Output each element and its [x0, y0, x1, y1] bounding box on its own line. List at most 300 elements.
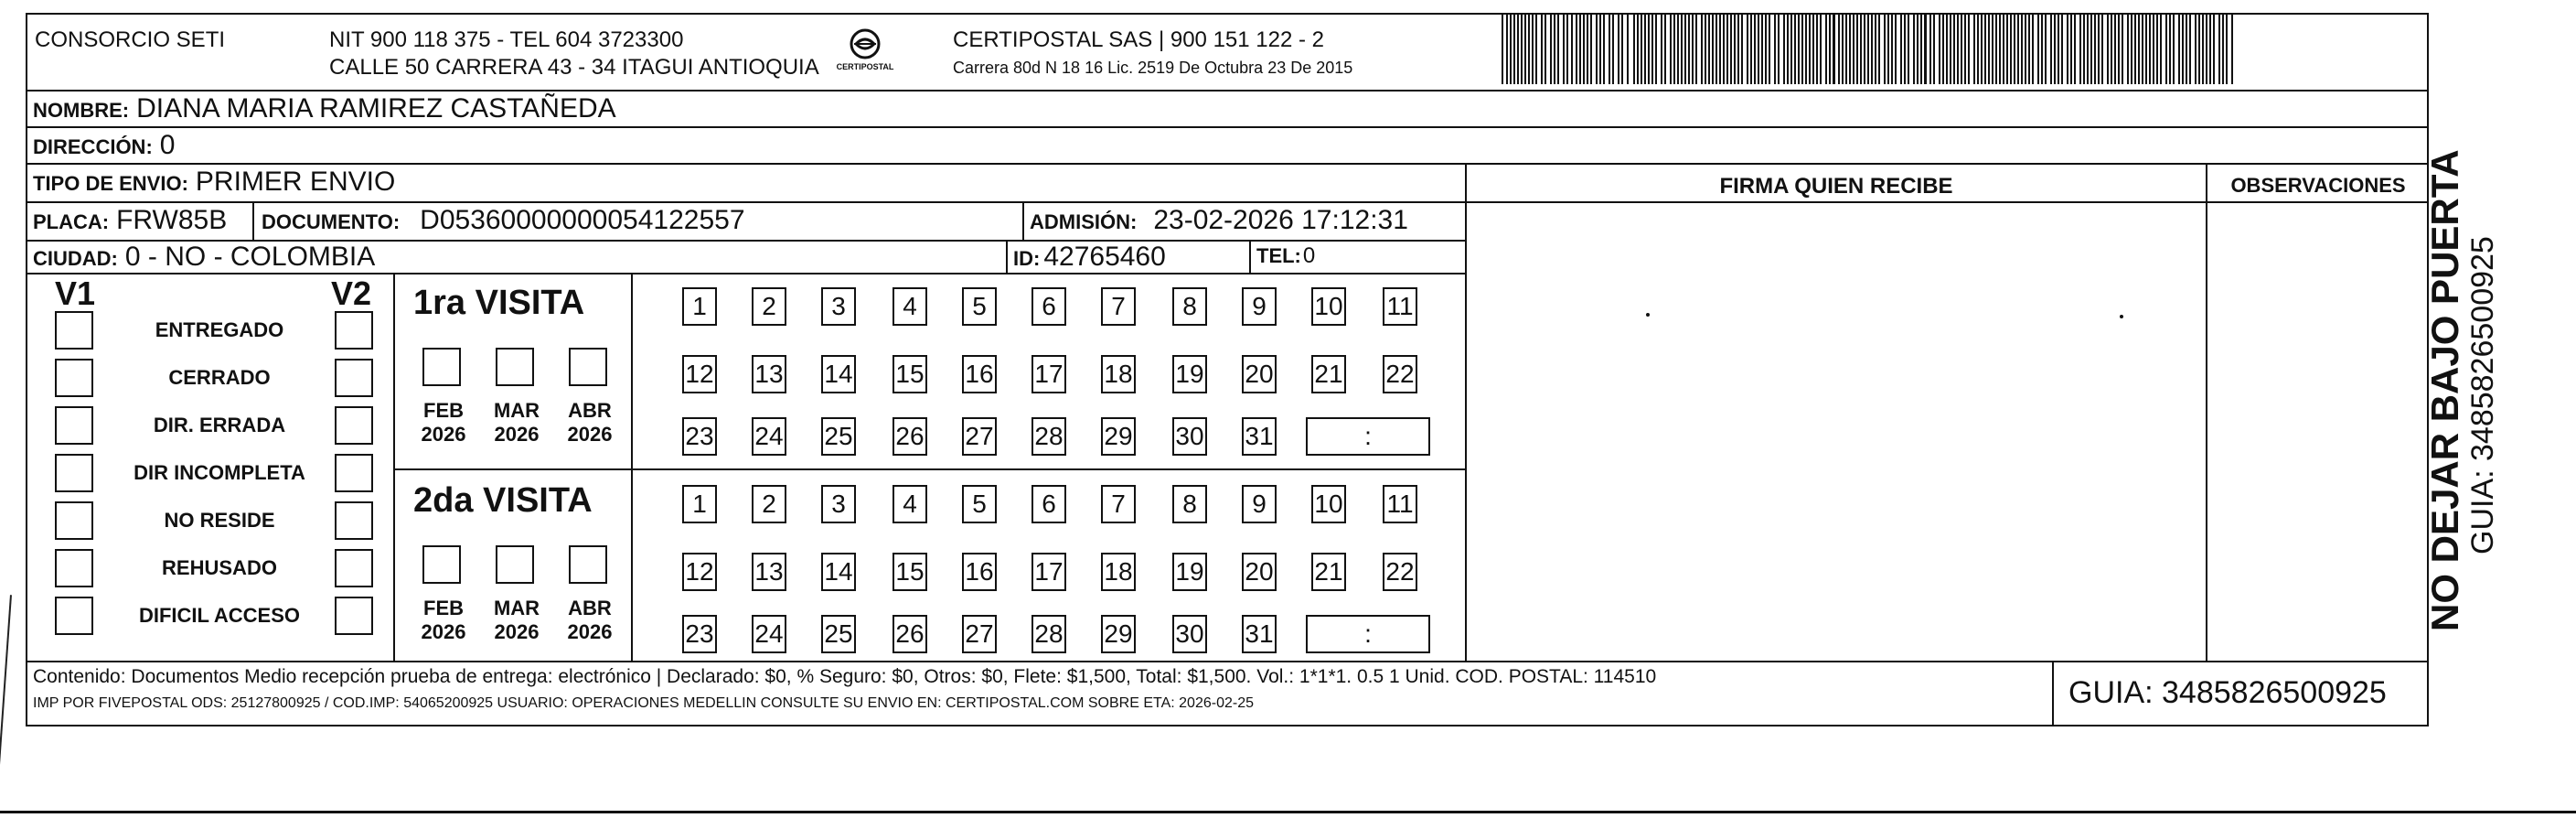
day-box[interactable]: 27: [962, 615, 997, 653]
nit-line: NIT 900 118 375 - TEL 604 3723300: [329, 27, 684, 52]
barcode-bar: [1891, 15, 1893, 84]
barcode-bar: [1621, 15, 1623, 84]
barcode-bar: [1820, 15, 1822, 84]
ciudad-label: CIUDAD:: [33, 247, 118, 270]
time-box[interactable]: :: [1306, 417, 1430, 456]
barcode-bar: [1563, 15, 1565, 84]
barcode-bar: [1587, 15, 1588, 84]
year-label: 2026: [494, 620, 540, 643]
barcode-bar: [1609, 15, 1610, 84]
barcode-bar: [1701, 15, 1703, 84]
barcode-bar: [1950, 15, 1951, 84]
scan-bottom-line: [0, 811, 2576, 813]
barcode-bar: [1590, 15, 1592, 84]
barcode-bar: [1913, 15, 1915, 84]
day-box[interactable]: 28: [1031, 615, 1066, 653]
barcode-bar: [1737, 15, 1739, 84]
year-label: 2026: [421, 423, 466, 446]
year-label: 2026: [567, 620, 613, 643]
barcode-bar: [1502, 15, 1503, 84]
day-box[interactable]: 10: [1311, 287, 1346, 326]
day-box[interactable]: 12: [682, 355, 717, 393]
day-box[interactable]: 9: [1242, 287, 1277, 326]
month-checkbox[interactable]: [496, 348, 534, 386]
barcode-bar: [1603, 15, 1605, 84]
carrier-line: CERTIPOSTAL SAS | 900 151 122 - 2: [953, 27, 1324, 52]
barcode-bar: [2118, 15, 2120, 84]
day-box[interactable]: 2: [752, 485, 786, 523]
address-line: CALLE 50 CARRERA 43 - 34 ITAGUI ANTIOQUIA: [329, 55, 819, 80]
barcode-bar: [1661, 15, 1662, 84]
reason-label: REHUSADO: [162, 556, 277, 579]
barcode-bar: [2153, 15, 2154, 84]
barcode-bar: [1644, 15, 1646, 84]
carrier-logo: [832, 27, 898, 79]
reason-label: DIR INCOMPLETA: [134, 461, 305, 484]
barcode-bar: [1734, 15, 1736, 84]
day-box[interactable]: 4: [893, 287, 927, 326]
barcode-bar: [1801, 15, 1803, 84]
day-box[interactable]: 23: [682, 615, 717, 653]
barcode-bar: [1895, 15, 1897, 84]
day-box[interactable]: 30: [1172, 417, 1207, 456]
barcode-bar: [1920, 15, 1922, 84]
barcode-bar: [2021, 15, 2023, 84]
day-box[interactable]: 29: [1101, 417, 1136, 456]
id-cell: [1013, 242, 1166, 273]
visit-title: 1ra VISITA: [413, 284, 585, 322]
barcode-bar: [1583, 15, 1585, 84]
admision-value: 23-02-2026 17:12:31: [1153, 205, 1408, 235]
day-box[interactable]: 16: [962, 355, 997, 393]
barcode-bar: [1783, 15, 1785, 84]
direccion-label: DIRECCIÓN:: [33, 135, 153, 158]
reason-label: ENTREGADO: [155, 318, 284, 341]
barcode-bar: [1673, 15, 1675, 84]
barcode-bar: [1908, 15, 1909, 84]
barcode-bar: [1845, 15, 1847, 84]
day-box[interactable]: 24: [752, 417, 786, 456]
barcode-bar: [1510, 15, 1512, 84]
day-box[interactable]: 7: [1101, 485, 1136, 523]
barcode-bar: [1684, 15, 1686, 84]
day-box[interactable]: 15: [893, 355, 927, 393]
barcode-bar: [2006, 15, 2008, 84]
barcode-bar: [1692, 15, 1694, 84]
barcode-bar: [1677, 15, 1679, 84]
barcode-bar: [1816, 15, 1818, 84]
day-box[interactable]: 30: [1172, 615, 1207, 653]
barcode-bar: [1730, 15, 1732, 84]
barcode-bar: [1825, 15, 1827, 84]
barcode-bar: [2087, 15, 2089, 84]
barcode-bar: [1513, 15, 1515, 84]
id-value: 42765460: [1043, 242, 1166, 272]
day-box[interactable]: 1: [682, 485, 717, 523]
barcode-bar: [1977, 15, 1979, 84]
barcode-bar: [2156, 15, 2158, 84]
barcode-bar: [1900, 15, 1902, 84]
ciudad-cell: [33, 242, 375, 273]
barcode-bar: [1765, 15, 1767, 84]
v2-checkbox[interactable]: [335, 359, 373, 397]
day-box[interactable]: 25: [821, 417, 856, 456]
v2-label: V2: [331, 274, 372, 312]
barcode-bar: [2045, 15, 2047, 84]
barcode-bar: [2195, 15, 2197, 84]
barcode-bar: [2090, 15, 2092, 84]
divider: [2052, 661, 2054, 727]
barcode-bar: [2149, 15, 2151, 84]
barcode-bar: [1545, 15, 1546, 84]
barcode-bar: [1688, 15, 1690, 84]
visit-title: 2da VISITA: [413, 481, 593, 520]
signature-area[interactable]: [1467, 203, 2206, 662]
barcode-bar: [1723, 15, 1725, 84]
v2-checkbox[interactable]: [335, 597, 373, 635]
day-box[interactable]: 13: [752, 355, 786, 393]
barcode-bar: [1705, 15, 1706, 84]
barcode-bar: [2173, 15, 2175, 84]
day-box[interactable]: 17: [1031, 553, 1066, 591]
barcode-bar: [2032, 15, 2034, 84]
month-label: MAR: [493, 399, 540, 422]
barcode-bar: [2160, 15, 2162, 84]
barcode-bar: [1719, 15, 1721, 84]
month-label: FEB: [423, 597, 464, 619]
day-box[interactable]: 11: [1383, 485, 1417, 523]
barcode-bar: [2083, 15, 2085, 84]
day-box[interactable]: 31: [1242, 417, 1277, 456]
day-box[interactable]: 6: [1031, 485, 1066, 523]
v2-checkbox[interactable]: [335, 311, 373, 350]
barcode-bar: [1758, 15, 1759, 84]
month-label: FEB: [423, 399, 464, 422]
day-box[interactable]: 29: [1101, 615, 1136, 653]
day-box[interactable]: 4: [893, 485, 927, 523]
day-box[interactable]: 19: [1172, 355, 1207, 393]
day-box[interactable]: 16: [962, 553, 997, 591]
barcode-bar: [1849, 15, 1851, 84]
barcode-bar: [2114, 15, 2116, 84]
firma-label: FIRMA QUIEN RECIBE: [1719, 174, 1953, 199]
v2-checkbox[interactable]: [335, 454, 373, 492]
day-box[interactable]: 15: [893, 553, 927, 591]
day-box[interactable]: 14: [821, 355, 856, 393]
barcode-bar: [1805, 15, 1807, 84]
barcode-bar: [2111, 15, 2112, 84]
barcode-bar: [2127, 15, 2129, 84]
barcode-bar: [1917, 15, 1919, 84]
barcode-bar: [1984, 15, 1986, 84]
barcode-bar: [1995, 15, 1997, 84]
day-box[interactable]: 8: [1172, 287, 1207, 326]
barcode-bar: [2094, 15, 2096, 84]
barcode-bar: [1754, 15, 1756, 84]
barcode-bar: [1571, 15, 1573, 84]
barcode-bar: [1576, 15, 1577, 84]
reason-label: DIFICIL ACCESO: [138, 604, 300, 627]
barcode-bar: [1517, 15, 1519, 84]
divider: [393, 468, 1465, 470]
barcode-bar: [2079, 15, 2081, 84]
barcode-bar: [1750, 15, 1752, 84]
divider: [26, 661, 2429, 662]
day-box[interactable]: 26: [893, 615, 927, 653]
tel-value: 0: [1302, 243, 1316, 268]
barcode-bar: [1953, 15, 1955, 84]
day-box[interactable]: 5: [962, 287, 997, 326]
documento-value: D05360000000054122557: [420, 205, 745, 235]
barcode-bar: [1864, 15, 1865, 84]
barcode-bar: [2098, 15, 2100, 84]
day-box[interactable]: 24: [752, 615, 786, 653]
barcode-bar: [2182, 15, 2184, 84]
barcode-bar: [2003, 15, 2004, 84]
v1-checkbox[interactable]: [55, 406, 93, 445]
barcode-bar: [1992, 15, 1993, 84]
barcode-bar: [1968, 15, 1970, 84]
barcode-bar: [1716, 15, 1717, 84]
barcode-bar: [2041, 15, 2043, 84]
tipo-label: TIPO DE ENVIO:: [33, 172, 188, 195]
day-box[interactable]: 27: [962, 417, 997, 456]
barcode-bar: [1670, 15, 1672, 84]
barcode-bar: [2209, 15, 2211, 84]
admision-label: ADMISIÓN:: [1030, 210, 1138, 233]
time-box[interactable]: :: [1306, 615, 1430, 653]
day-box[interactable]: 3: [821, 287, 856, 326]
barcode-bar: [1867, 15, 1869, 84]
barcode-bar: [1612, 15, 1614, 84]
v1-checkbox[interactable]: [55, 311, 93, 350]
barcode-bar: [1633, 15, 1635, 84]
barcode-bar: [2025, 15, 2026, 84]
barcode-bar: [2222, 15, 2224, 84]
barcode-bar: [2074, 15, 2076, 84]
barcode-bar: [1648, 15, 1650, 84]
placa-label: PLACA:: [33, 210, 110, 233]
day-box[interactable]: 13: [752, 553, 786, 591]
barcode-bar: [1809, 15, 1811, 84]
day-box[interactable]: 20: [1242, 553, 1277, 591]
barcode-bar: [2202, 15, 2204, 84]
barcode-bar: [2169, 15, 2171, 84]
v1-checkbox[interactable]: [55, 454, 93, 492]
day-box[interactable]: 21: [1311, 355, 1346, 393]
divider: [1022, 201, 1024, 240]
divider: [1249, 240, 1251, 274]
barcode-bar: [1712, 15, 1714, 84]
barcode-bar: [1988, 15, 1990, 84]
month-label: ABR: [568, 399, 612, 422]
footer-line1: Contenido: Documentos Medio recepción prueba de entrega: electrónico | Declarado: $0, % Seguro: $0, Otros: $0, Flete: $1,500, Total: $1,500. Vol.: 1*1*1. 0.5 1 Unid. COD. POSTAL: 114510: [33, 666, 1657, 687]
day-box[interactable]: 20: [1242, 355, 1277, 393]
barcode-bar: [1532, 15, 1534, 84]
barcode-bar: [2213, 15, 2215, 84]
barcode-bar: [1596, 15, 1598, 84]
divider: [393, 273, 395, 662]
year-label: 2026: [494, 423, 540, 446]
barcode-bar: [1521, 15, 1523, 84]
reason-label: DIR. ERRADA: [153, 414, 286, 436]
barcode-bar: [2101, 15, 2103, 84]
barcode-bar: [2231, 15, 2233, 84]
divider: [631, 273, 633, 662]
v1-checkbox[interactable]: [55, 501, 93, 540]
barcode-bar: [1550, 15, 1552, 84]
barcode-bar: [2010, 15, 2012, 84]
year-label: 2026: [567, 423, 613, 446]
barcode-bar: [2218, 15, 2220, 84]
observaciones-label: OBSERVACIONES: [2230, 174, 2406, 197]
barcode-bar: [1774, 15, 1776, 84]
barcode-bar: [1842, 15, 1844, 84]
day-box[interactable]: 14: [821, 553, 856, 591]
barcode-bar: [1541, 15, 1543, 84]
nombre-value: DIANA MARIA RAMIREZ CASTAÑEDA: [136, 93, 616, 124]
v1-checkbox[interactable]: [55, 597, 93, 635]
tel-label: TEL:: [1256, 244, 1301, 267]
v2-checkbox[interactable]: [335, 501, 373, 540]
month-checkbox[interactable]: [569, 348, 607, 386]
barcode-bar: [1860, 15, 1862, 84]
barcode-bar: [2131, 15, 2132, 84]
barcode-bar: [1887, 15, 1889, 84]
barcode-bar: [1929, 15, 1931, 84]
barcode-bar: [2165, 15, 2167, 84]
day-box[interactable]: 3: [821, 485, 856, 523]
scan-edge-line: [0, 595, 12, 778]
day-box[interactable]: 6: [1031, 287, 1066, 326]
day-box[interactable]: 2: [752, 287, 786, 326]
barcode-bar: [2138, 15, 2140, 84]
barcode-bar: [2037, 15, 2039, 84]
barcode-bar: [1535, 15, 1537, 84]
nombre-row: [33, 93, 616, 126]
side-guia: GUIA: 3485826500925: [2465, 236, 2500, 554]
month-label: ABR: [568, 597, 612, 619]
barcode-bar: [2014, 15, 2015, 84]
barcode-bar: [1651, 15, 1653, 84]
barcode-bar: [2186, 15, 2187, 84]
barcode-bar: [1829, 15, 1831, 84]
day-box[interactable]: 31: [1242, 615, 1277, 653]
day-box[interactable]: 22: [1383, 355, 1417, 393]
barcode-bar: [1528, 15, 1530, 84]
divider: [26, 273, 1467, 274]
barcode-bar: [1747, 15, 1748, 84]
barcode-bar: [2178, 15, 2180, 84]
barcode-bar: [1566, 15, 1568, 84]
month-label: MAR: [493, 597, 540, 619]
barcode-bar: [1506, 15, 1508, 84]
scan-dot: [2120, 315, 2123, 318]
day-box[interactable]: 25: [821, 615, 856, 653]
barcode-bar: [1961, 15, 1962, 84]
v1-label: V1: [55, 274, 96, 312]
day-box[interactable]: 1: [682, 287, 717, 326]
barcode-bar: [1787, 15, 1789, 84]
reason-label: NO RESIDE: [164, 509, 275, 532]
day-box[interactable]: 17: [1031, 355, 1066, 393]
barcode-bar: [1812, 15, 1814, 84]
barcode-bar: [1790, 15, 1792, 84]
barcode-bar: [1973, 15, 1975, 84]
barcode-bar: [1942, 15, 1944, 84]
ciudad-value: 0 - NO - COLOMBIA: [124, 242, 376, 272]
barcode-bar: [2206, 15, 2207, 84]
month-checkbox[interactable]: [569, 545, 607, 584]
barcode-bar: [1726, 15, 1728, 84]
tipo-row: [33, 167, 395, 199]
day-box[interactable]: 18: [1101, 355, 1136, 393]
month-checkbox[interactable]: [422, 348, 461, 386]
barcode-bar: [1794, 15, 1796, 84]
barcode-bar: [1999, 15, 2001, 84]
scan-dot: [1646, 313, 1650, 317]
v1-checkbox[interactable]: [55, 359, 93, 397]
barcode-bar: [2198, 15, 2200, 84]
barcode-bar: [1964, 15, 1966, 84]
reason-label: CERRADO: [168, 366, 271, 389]
barcode-bar: [1838, 15, 1840, 84]
v2-checkbox[interactable]: [335, 406, 373, 445]
day-box[interactable]: 28: [1031, 417, 1066, 456]
barcode-bar: [2061, 15, 2063, 84]
month-checkbox[interactable]: [496, 545, 534, 584]
barcode-bar: [1599, 15, 1601, 84]
barcode-bar: [2017, 15, 2019, 84]
barcode-bar: [1627, 15, 1629, 84]
day-box[interactable]: 9: [1242, 485, 1277, 523]
barcode-image: [1502, 15, 2233, 84]
day-box[interactable]: 10: [1311, 485, 1346, 523]
barcode-bar: [1946, 15, 1948, 84]
footer-line2: IMP POR FIVEPOSTAL ODS: 25127800925 / COD.IMP: 54065200925 USUARIO: OPERACIONES MEDELLIN CONSULTE SU ENVIO EN: CERTIPOSTAL.COM SOBRE ETA: 2026-02-25: [33, 695, 1254, 711]
day-box[interactable]: 19: [1172, 553, 1207, 591]
barcode-bar: [1579, 15, 1581, 84]
day-box[interactable]: 11: [1383, 287, 1417, 326]
day-box[interactable]: 26: [893, 417, 927, 456]
barcode: [1502, 15, 2233, 84]
divider: [1006, 240, 1008, 274]
v1-checkbox[interactable]: [55, 549, 93, 587]
barcode-bar: [1981, 15, 1983, 84]
barcode-bar: [2054, 15, 2056, 84]
v2-checkbox[interactable]: [335, 549, 373, 587]
barcode-bar: [2058, 15, 2059, 84]
day-box[interactable]: 22: [1383, 553, 1417, 591]
divider: [26, 90, 2429, 91]
barcode-bar: [1939, 15, 1940, 84]
day-box[interactable]: 18: [1101, 553, 1136, 591]
day-box[interactable]: 23: [682, 417, 717, 456]
direccion-row: [33, 130, 175, 163]
month-checkbox[interactable]: [422, 545, 461, 584]
observaciones-area[interactable]: [2207, 203, 2429, 662]
day-box[interactable]: 21: [1311, 553, 1346, 591]
barcode-bar: [2067, 15, 2068, 84]
day-box[interactable]: 5: [962, 485, 997, 523]
day-box[interactable]: 7: [1101, 287, 1136, 326]
barcode-bar: [2145, 15, 2147, 84]
divider: [252, 201, 254, 240]
barcode-bar: [1856, 15, 1858, 84]
day-box[interactable]: 12: [682, 553, 717, 591]
day-box[interactable]: 8: [1172, 485, 1207, 523]
id-label: ID:: [1013, 247, 1041, 270]
